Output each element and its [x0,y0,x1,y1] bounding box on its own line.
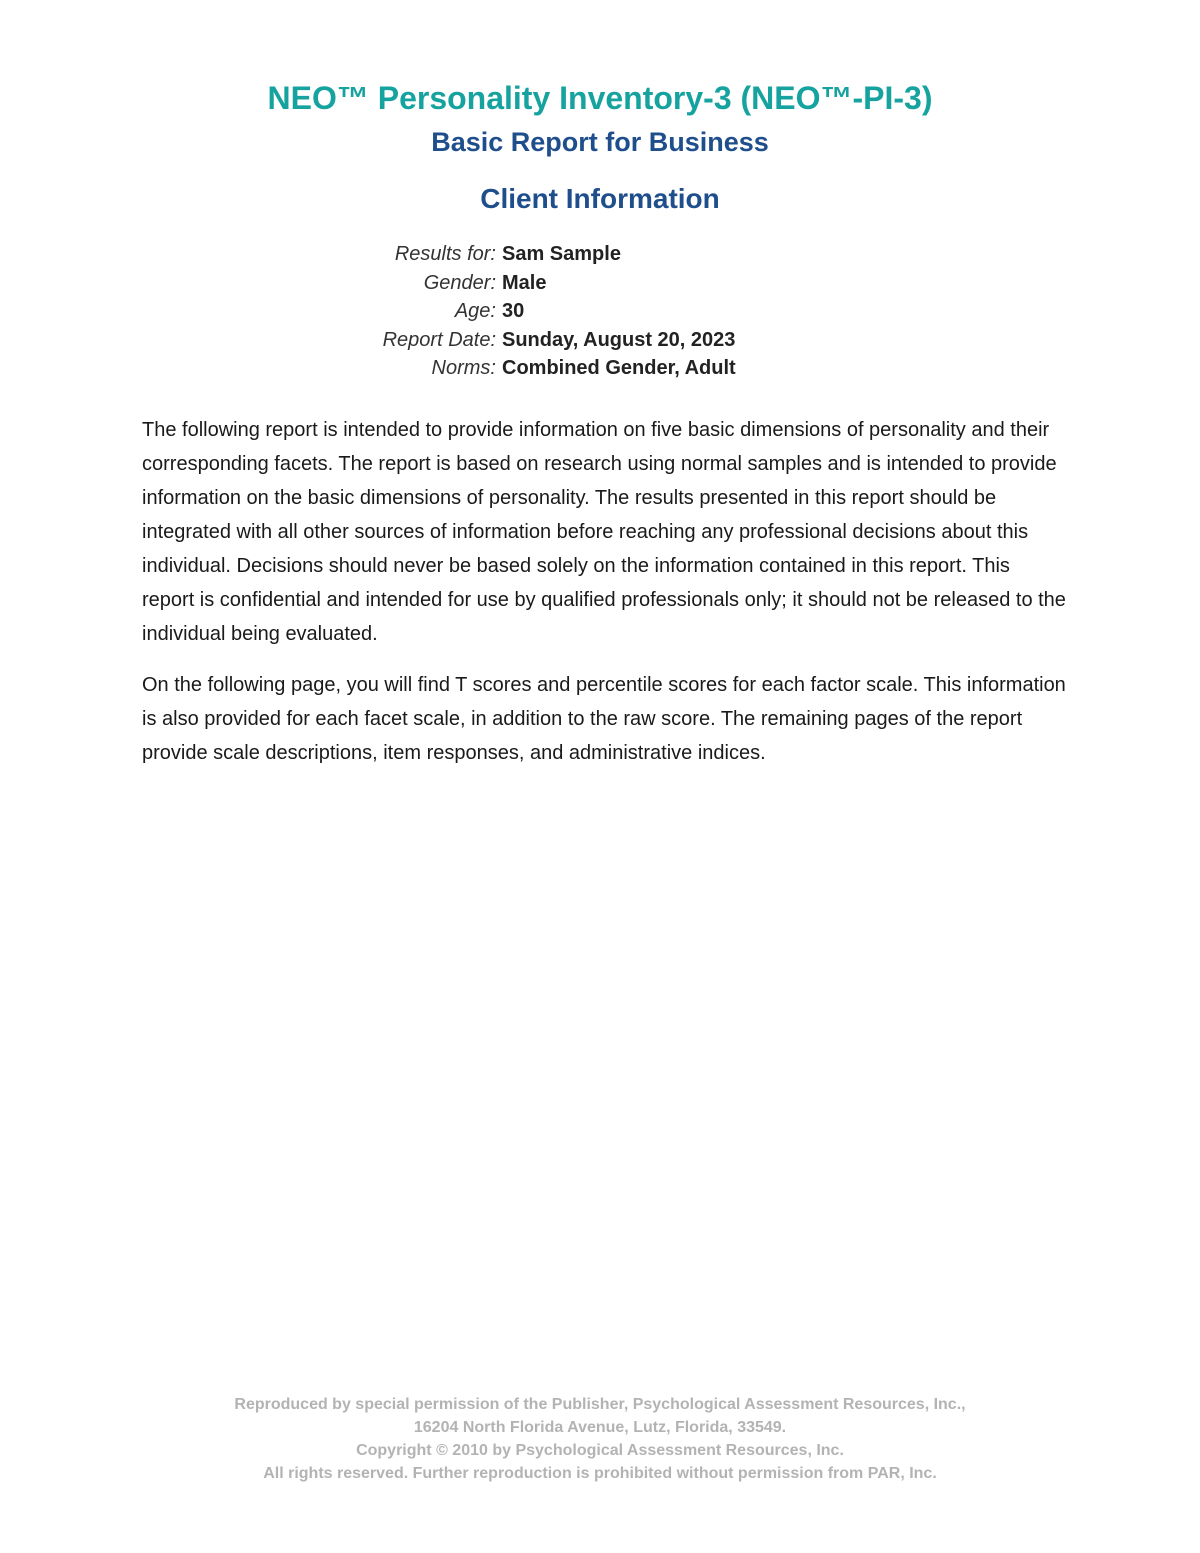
client-info-row-report-date [0,326,1200,355]
info-value: Male [502,271,547,294]
client-info-row-age [0,297,1200,326]
scores-paragraph: On the following page, you will find T scores and percentile scores for each factor scale. This information is also provided for each facet scale, in addition to the raw score. The remaining pages of the report provide scale descriptions, item responses, and administrative indices. [142,674,1066,764]
info-label: Age: [454,300,496,322]
client-info-row-norms [0,354,1200,383]
client-information-block [0,240,1200,383]
info-value: Combined Gender, Adult [502,357,736,379]
client-info-row-results-for [0,240,1200,269]
footer-line: All rights reserved. Further reproduction is prohibited without permission from PAR, Inc. [263,1465,937,1482]
copyright-footer [0,1393,1200,1485]
info-value: 30 [502,300,525,322]
client-information-heading: Client Information [480,183,720,214]
report-body [142,413,1067,787]
footer-line: Reproduced by special permission of the Publisher, Psychological Assessment Resources, Inc., [234,1396,966,1413]
info-label: Gender: [423,271,496,294]
footer-line: Copyright © 2010 by Psychological Assessment Resources, Inc. [356,1442,844,1459]
report-title: NEO™ Personality Inventory-3 (NEO™-PI-3) [267,80,933,116]
info-value: Sam Sample [502,243,621,265]
info-label: Norms: [431,357,496,379]
intro-paragraph: The following report is intended to provide information on five basic dimensions of personality and their corresponding facets. The report is based on research using normal samples and is intended to provide information on the basic dimensions of personality. The results presented in this report should be integrated with all other sources of information before reaching any professional decisions about this individual. Decisions should never be based solely on the information contained in this report. This report is confidential and intended for use by qualified professionals only; it should not be released to the individual being evaluated. [142,419,1066,645]
info-value: Sunday, August 20, 2023 [502,328,736,351]
footer-line: 16204 North Florida Avenue, Lutz, Florida, 33549. [413,1419,787,1436]
client-info-row-gender [0,269,1200,298]
info-label: Results for: [394,243,496,265]
info-label: Report Date: [382,328,496,351]
report-subtitle: Basic Report for Business [431,127,769,157]
